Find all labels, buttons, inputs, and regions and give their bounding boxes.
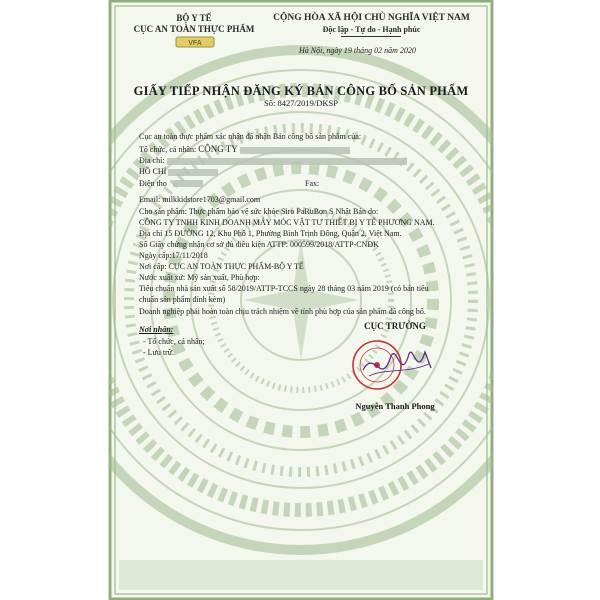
email-line: Email: milkkidstore1703@gmail.com [139,195,261,204]
city-line [139,168,218,176]
svg-text:VFA: VFA [188,40,202,47]
organization-value: CÔNG TY [198,144,238,154]
standard-line-1: Tiêu chuẩn nhà sản xuất số 58/2019/ATTP-TCCS ngày 28 tháng 03 năm 2019 (có bản tiêu [139,284,429,293]
agency-name: CỤC AN TOÀN THỰC PHẨM [133,24,255,34]
certificate-date: Ngày cấp:17/11/2018 [139,251,208,260]
ministry-name: BỘ Y TẾ [176,13,212,23]
certificate-document [108,0,494,600]
fax-label: Fax: [305,179,320,188]
certificate-issuer: Nơi cấp: CỤC AN TOÀN THỰC PHẨM-BỘ Y TẾ [139,262,304,271]
place-and-date: Hà Nội, ngày 19 tháng 02 năm 2020 [299,46,416,55]
official-stamp-and-signature [345,338,440,393]
redacted-block [168,169,218,176]
certificate-number: Số Giấy chứng nhận cơ sở đủ điều kiện ATTP: 000599/2018/ATTP-CNĐK [139,240,379,249]
city-label: HỒ CHÍ [139,167,167,176]
organization-label: Tổ chức, cá nhân: [139,145,197,154]
address-label: Địa chỉ: [139,156,165,165]
signer-name: Nguyễn Thanh Phong [355,401,435,411]
redacted-block [167,158,407,165]
motto-underline [341,36,401,37]
national-motto: Độc lập - Tự do - Hạnh phúc [322,25,421,34]
company-name: CÔNG TY TNHH KINH DOANH MÁY MÓC VẬT TƯ THIẾT BỊ Y TẾ PHƯƠNG NAM. [139,218,435,227]
origin-line: Nước xuất xứ: Mỹ sản xuất, Phù hợp: [139,273,260,282]
recipient-item: - Lưu trữ. [143,348,175,357]
product-line: Cho sản phẩm: Thực phẩm bảo vệ sức khỏe Siro PaRuBon S Nhật Bản do: [139,207,379,216]
company-address: Địa chỉ 15 ĐƯỜNG 12, Khu Phố 1, Phường Bình Trịnh Đông, Quận 2, Việt Nam. [139,229,402,238]
responsibility-statement: Doanh nghiệp phải hoàn toàn chịu trách nhiệm về tính phù hợp của sản phẩm đã công bố. [139,307,426,316]
redacted-block [240,147,350,154]
recipient-item: - Tổ chức, cá nhân; [143,337,205,346]
intro-text: Cục an toàn thực phẩm xác nhận đã nhận Bản công bố sản phẩm của: [139,132,362,141]
agency-logo-icon [175,36,215,48]
signer-position: CỤC TRƯỞNG [364,321,426,331]
document-title: GIẤY TIẾP NHẬN ĐĂNG KÝ BẢN CÔNG BỐ SẢN PHẨM [133,84,469,98]
standard-line-2: chuẩn sản phẩm đính kèm) [139,295,226,304]
document-number: Số: 8427/2019/DKSP [264,98,338,108]
country-name: CỘNG HÒA XÃ HỘI CHỦ NGHĨA VIỆT NAM [273,13,470,23]
redacted-block [173,180,203,187]
organization-line [139,145,350,154]
recipients-label: Nơi nhận: [139,325,174,334]
address-line [139,157,407,165]
phone-label: Điện tho [139,179,167,188]
